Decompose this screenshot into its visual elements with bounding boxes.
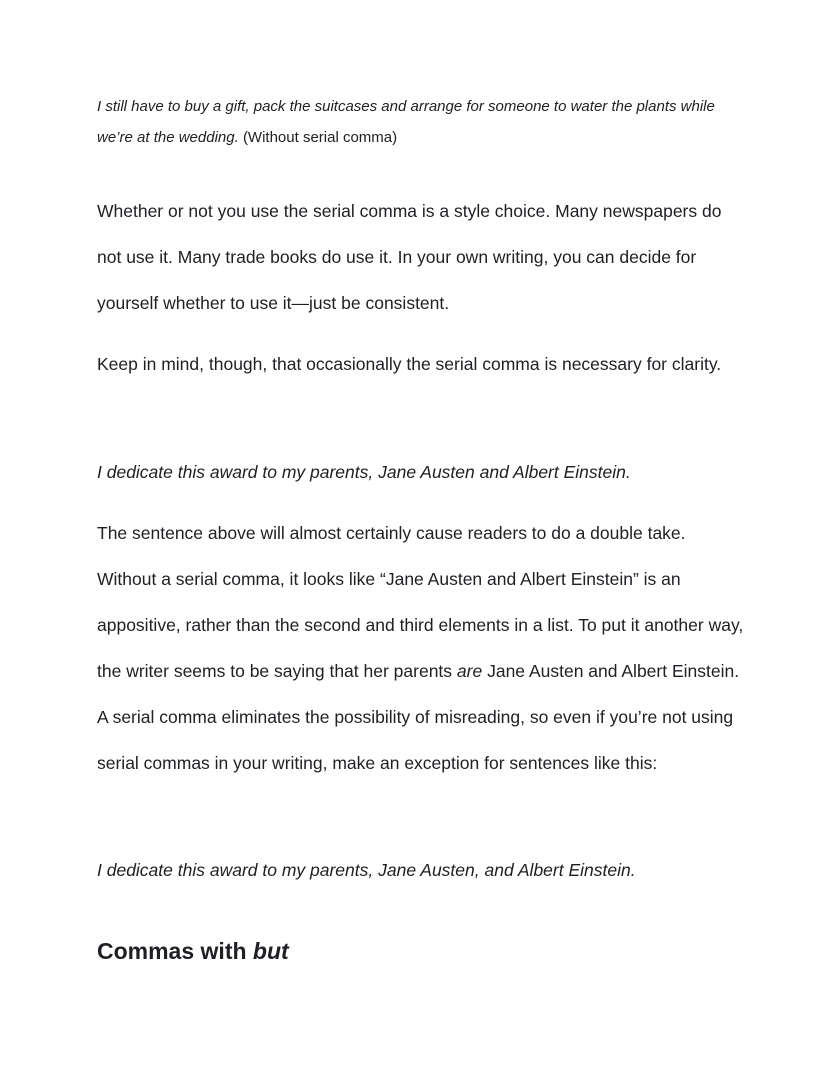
- example-ambiguous-sentence: I dedicate this award to my parents, Jane Austen and Albert Einstein.: [97, 462, 631, 482]
- heading-text: Commas with: [97, 938, 247, 964]
- example-note: (Without serial comma): [242, 129, 398, 146]
- emphasis-are: are: [456, 661, 483, 681]
- heading-emphasis: but: [252, 938, 289, 964]
- explanation-text-start: The sentence above will almost certainly cause readers to do a double take. Without a serial comma, it looks like “Jane Austen and Albert Einstein” is an appositive, rather than the second and third elements in a list. To put it another way, the writer seems to be saying that her parents: [97, 523, 744, 681]
- example-sentence: I still have to buy a gift, pack the suitcases and arrange for someone to water the plants while we’re at the wedding.: [97, 98, 715, 146]
- example-without-serial-comma: [97, 91, 747, 153]
- paragraph-style-choice: Whether or not you use the serial comma is a style choice. Many newspapers do not use it. Many trade books do use it. In your own writing, you can decide for yourself whether to use it—just be consistent.: [97, 201, 722, 313]
- section-heading: [97, 933, 289, 969]
- explanation-text-end: Jane Austen and Albert Einstein. A serial comma eliminates the possibility of misreading, so even if you’re not using serial commas in your writing, make an exception for sentences like this:: [97, 661, 740, 773]
- paragraph-explanation: [97, 510, 747, 786]
- paragraph-clarity: Keep in mind, though, that occasionally the serial comma is necessary for clarity.: [97, 354, 722, 374]
- example-serial-comma-sentence: I dedicate this award to my parents, Jane Austen, and Albert Einstein.: [97, 860, 636, 880]
